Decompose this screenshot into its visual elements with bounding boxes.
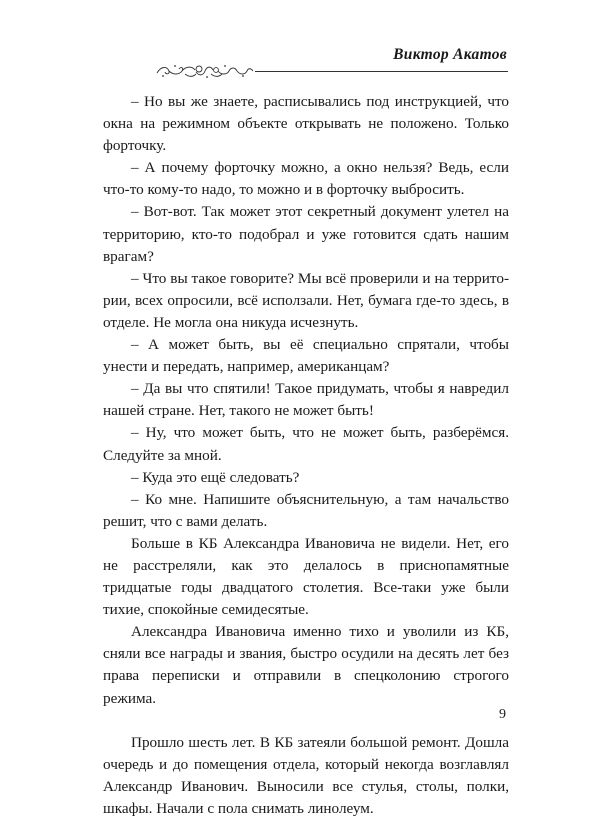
page-number: 9 — [499, 707, 506, 722]
paragraph: – Куда это ещё следовать? — [131, 468, 300, 486]
paragraph: Александра Ивановича именно тихо и уволили из КБ, сняли все награды и звания, быстро осудили на десять лет без права переписки и отправили в спецколонию строгого режима. — [103, 623, 509, 707]
running-header — [0, 0, 600, 80]
paragraph: – Но вы же знаете, расписывались под инструкцией, что окна на режимном объекте открывать не положено. Только форточку. — [103, 93, 509, 155]
page-body — [103, 91, 509, 820]
floral-ornament-icon — [155, 60, 255, 80]
header-rule — [255, 71, 508, 72]
paragraph: – Ну, что может быть, что не может быть, разберёмся. Следуйте за мной. — [103, 424, 509, 464]
author-name: Виктор Акатов — [393, 46, 507, 63]
paragraph: Прошло шесть лет. В КБ затеяли большой ремонт. Дошла очередь и до помещения отдела, который некогда возглавлял Александр Иванович. Выносили все стулья, столы, полки, шкафы. Начали с пола снимать линолеум. — [103, 733, 509, 817]
paragraph: Больше в КБ Александра Ивановича не видели. Нет, его не расстреляли, как это делалось в приснопамятные тридцатые годы двадцатого столетия. Все-таки уже были тихие, спокойные семидесятые. — [103, 534, 509, 619]
paragraph: – А почему форточку можно, а окно нельзя? Ведь, если что-то кому-то надо, то можно и в форточку выбросить. — [103, 159, 509, 199]
paragraph: – Ко мне. Напишите объяснительную, а там начальство решит, что с вами делать. — [103, 490, 509, 530]
paragraph: – Что вы такое говорите? Мы всё проверили и на территории, всех опросили, всё исползали. Нет, бумага где-то здесь, в отделе. Не могла она никуда исчезнуть. — [103, 269, 509, 331]
paragraph: – Да вы что спятили! Такое придумать, чтобы я навредил нашей стране. Нет, такого не может быть! — [103, 380, 509, 420]
paragraph: – Вот-вот. Так может этот секретный документ улетел на территорию, кто-то подобрал и уже готовится сдать нашим врагам? — [103, 203, 509, 265]
paragraph: – А может быть, вы её специально спрятали, чтобы унести и передать, например, американцам? — [103, 336, 509, 376]
